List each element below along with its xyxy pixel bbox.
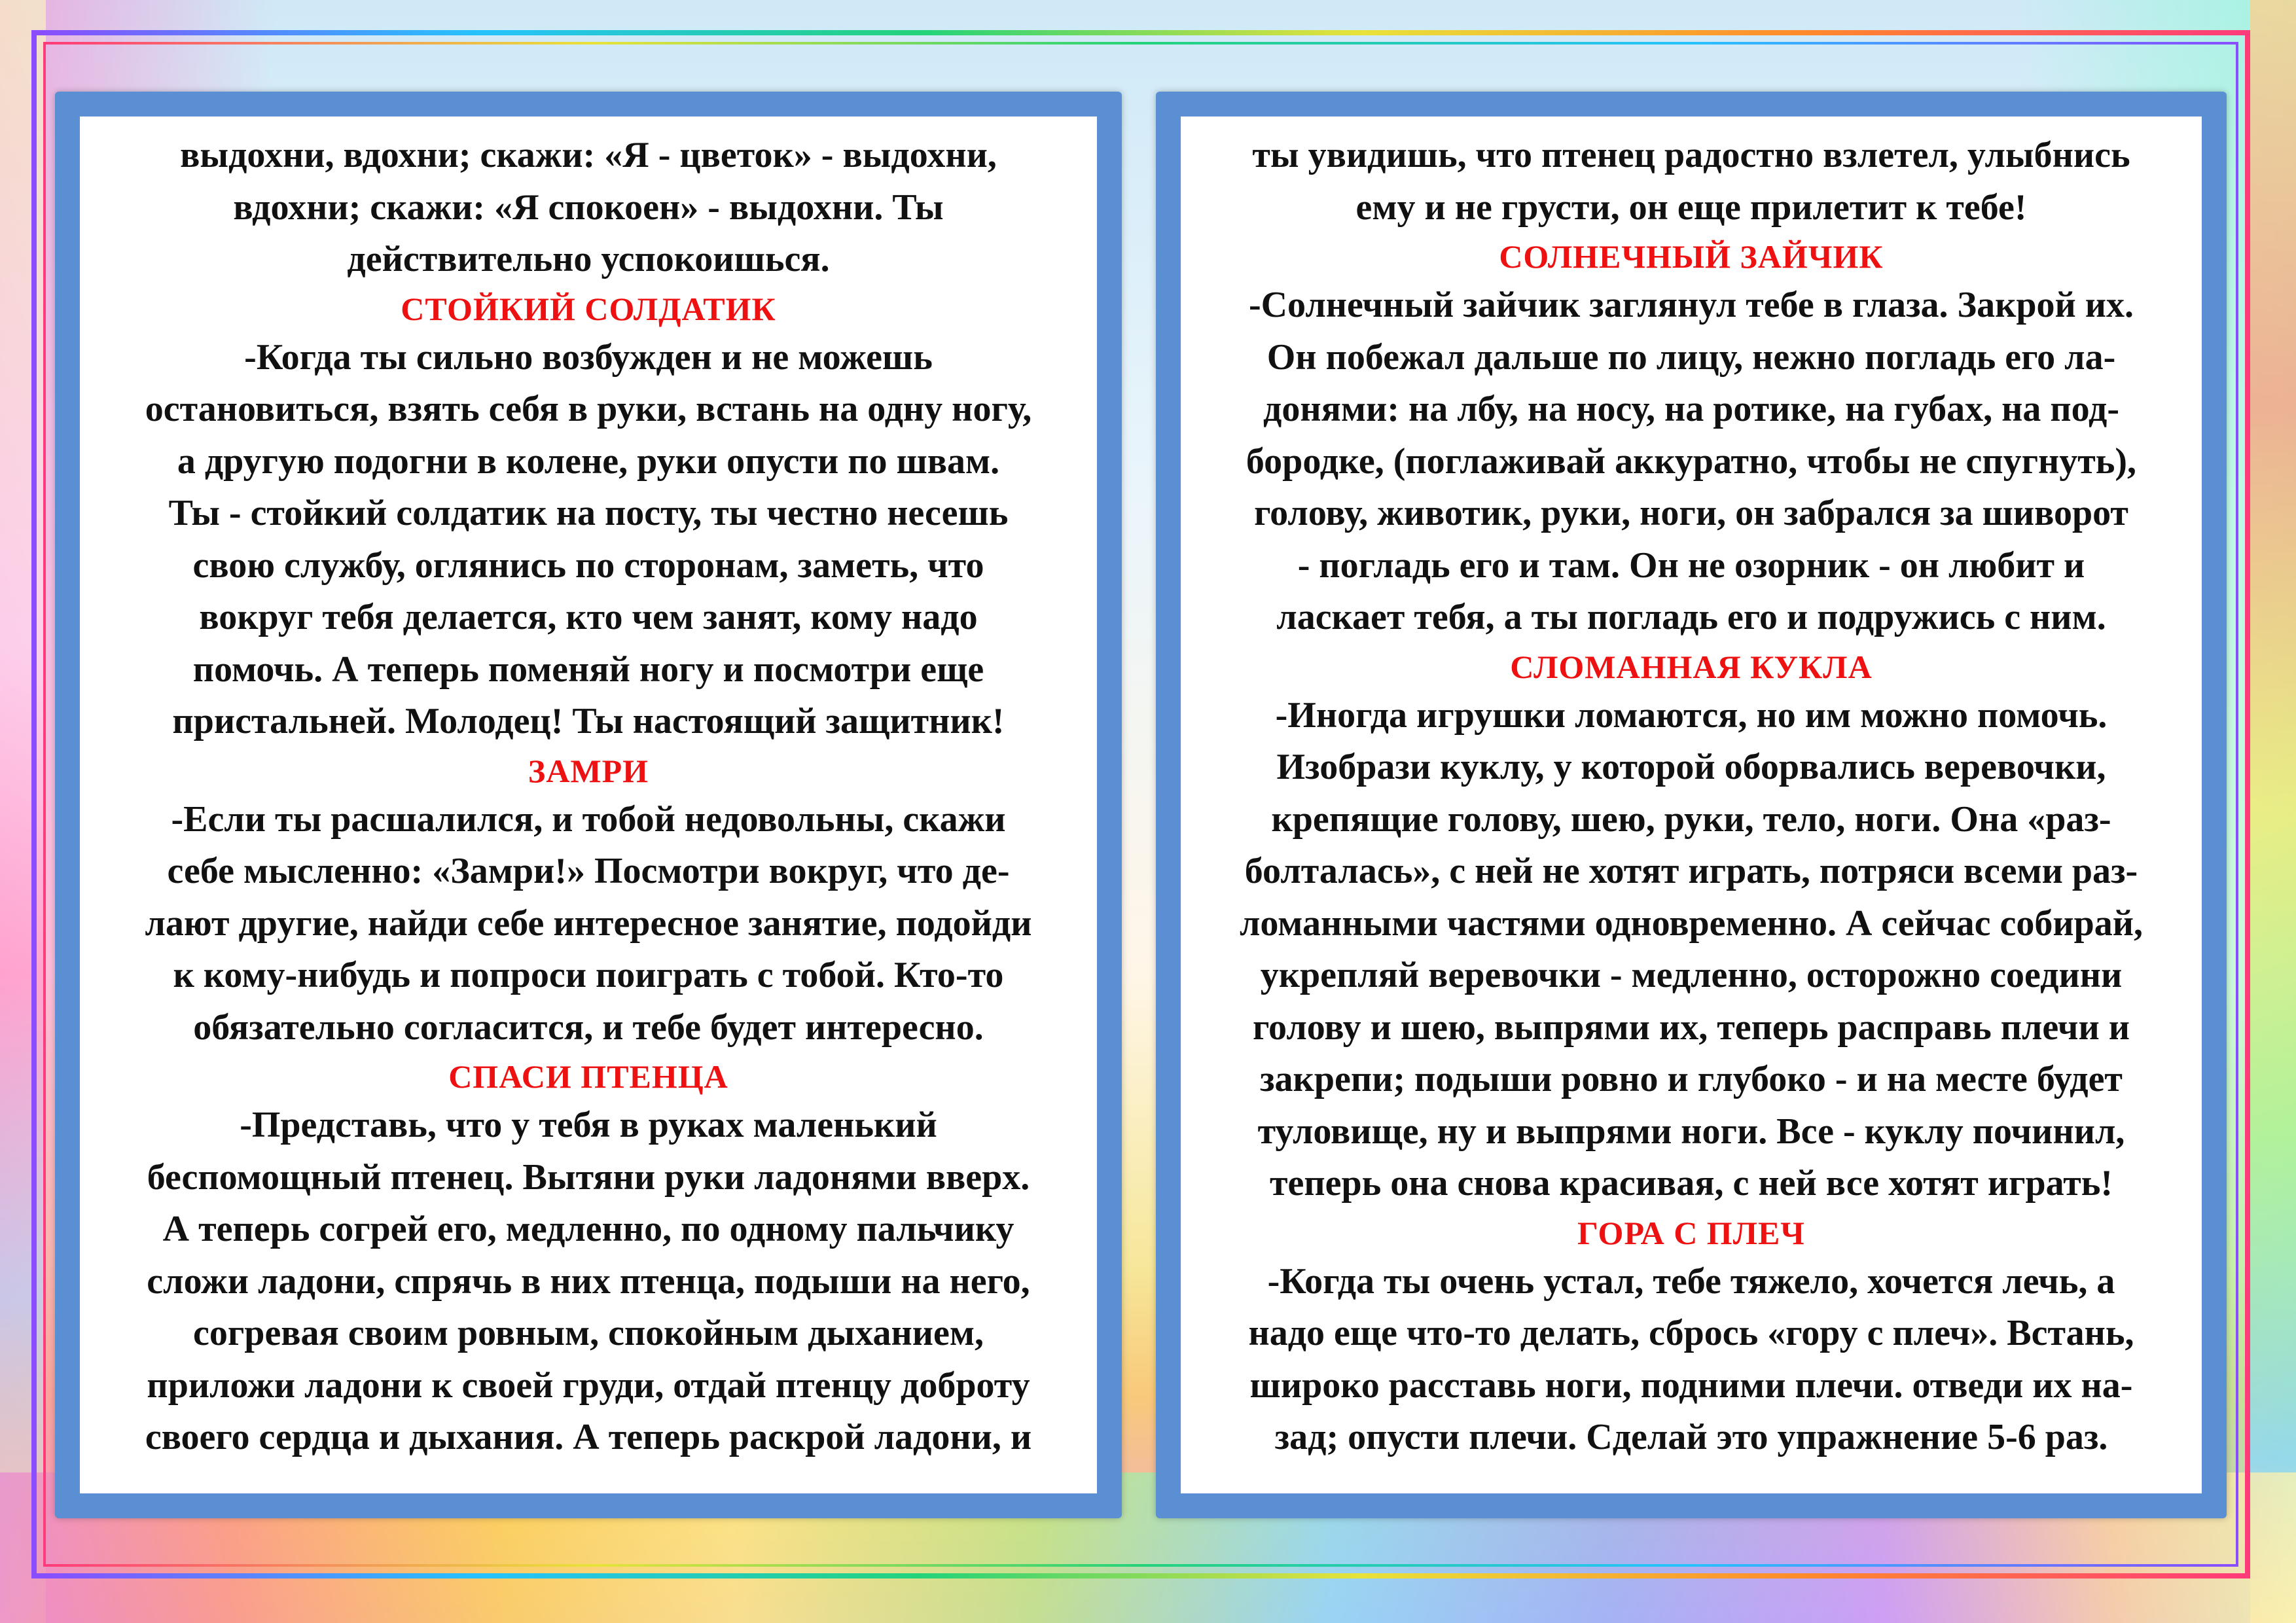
right-decor-band — [2250, 0, 2296, 1623]
text-line: свою службу, оглянись по сторонам, заметь, что — [192, 544, 984, 586]
text-line: обязательно согласится, и тебе будет интересно. — [193, 1007, 984, 1048]
text-line: надо еще что-то делать, сбрось «гору с плеч». Встань, — [1248, 1313, 2134, 1353]
left-panel — [55, 92, 1122, 1518]
section-heading: СТОЙКИЙ СОЛДАТИК — [401, 290, 776, 327]
text-line: Ты - стойкий солдатик на посту, ты честно несешь — [168, 493, 1009, 533]
text-paragraph — [97, 332, 1080, 748]
text-line: широко расставь ноги, подними плечи. отведи их на- — [1249, 1364, 2133, 1406]
text-paragraph — [1198, 690, 2185, 1210]
text-line: а другую подогни в колене, руки опусти по швам. — [177, 440, 1000, 482]
text-line: вдохни; скажи: «Я спокоен» - выдохни. Ты — [233, 187, 944, 228]
text-line: закрепи; подыши ровно и глубоко - и на месте будет — [1260, 1059, 2123, 1099]
text-line: ему и не грусти, он еще прилетит к тебе! — [1355, 187, 2027, 228]
text-line: -Солнечный зайчик заглянул тебе в глаза. Закрой их. — [1248, 285, 2134, 325]
text-line: зад; опусти плечи. Сделай это упражнение 5-6 раз. — [1274, 1417, 2108, 1457]
text-paragraph — [97, 794, 1080, 1054]
text-line: Он побежал дальше по лицу, нежно погладь его ла- — [1266, 336, 2116, 378]
text-line: А теперь согрей его, медленно, по одному пальчику — [162, 1209, 1014, 1249]
section-heading: СОЛНЕЧНЫЙ ЗАЙЧИК — [1499, 238, 1884, 275]
text-line: вокруг тебя делается, кто чем занят, кому надо — [199, 597, 978, 637]
text-line: выдохни, вдохни; скажи: «Я - цветок» - выдохни, — [180, 135, 997, 175]
text-line: болталась», с ней не хотят играть, потряси всеми раз- — [1244, 851, 2138, 891]
text-paragraph — [97, 130, 1080, 286]
text-line: помочь. А теперь поменяй ногу и посмотри еще — [192, 649, 984, 690]
text-line: бородке, (поглаживай аккуратно, чтобы не спугнуть), — [1246, 440, 2137, 482]
text-line: крепящие голову, шею, руки, тело, ноги. Она «раз- — [1271, 798, 2111, 840]
text-paragraph — [1198, 279, 2185, 644]
text-line: сложи ладони, спрячь в них птенца, подыши на него, — [147, 1260, 1030, 1302]
section-heading: СЛОМАННАЯ КУКЛА — [1510, 648, 1873, 685]
text-line: остановиться, взять себя в руки, встань на одну ногу, — [145, 389, 1032, 429]
text-line: своего сердца и дыхания. А теперь раскрой ладони, и — [145, 1417, 1032, 1457]
text-line: -Когда ты очень устал, тебе тяжело, хочется лечь, а — [1267, 1260, 2115, 1302]
text-line: ты увидишь, что птенец радостно взлетел, улыбнись — [1252, 135, 2130, 175]
text-line: действительно успокоишься. — [347, 239, 830, 279]
text-line: беспомощный птенец. Вытяни руки ладонями вверх. — [147, 1156, 1030, 1198]
section-heading: СПАСИ ПТЕНЦА — [448, 1058, 728, 1095]
section-heading: ГОРА С ПЛЕЧ — [1577, 1214, 1805, 1251]
text-line: голову, животик, руки, ноги, он забрался за шиворот — [1254, 493, 2128, 533]
text-line: ломанными частями одновременно. А сейчас собирай, — [1239, 902, 2144, 944]
text-line: к кому-нибудь и попроси поиграть с тобой. Кто-то — [173, 955, 1004, 995]
text-paragraph — [1198, 1256, 2185, 1464]
text-line: -Иногда игрушки ломаются, но им можно помочь. — [1275, 694, 2108, 736]
text-line: туловище, ну и выпрями ноги. Все - куклу починил, — [1257, 1111, 2125, 1152]
text-line: -Представь, что у тебя в руках маленький — [240, 1105, 937, 1145]
text-line: Изобрази куклу, у которой оборвались веревочки, — [1276, 747, 2106, 787]
text-line: пристальней. Молодец! Ты настоящий защитник! — [172, 701, 1005, 741]
right-text-area — [1181, 116, 2202, 1493]
text-line: -Когда ты сильно возбужден и не можешь — [244, 336, 933, 378]
text-line: себе мысленно: «Замри!» Посмотри вокруг, что де- — [167, 851, 1010, 891]
text-line: ласкает тебя, а ты погладь его и подружись с ним. — [1276, 597, 2106, 637]
text-line: голову и шею, выпрями их, теперь расправь плечи и — [1253, 1007, 2130, 1048]
text-paragraph — [1198, 130, 2185, 234]
text-line: укрепляй веревочки - медленно, осторожно соедини — [1260, 955, 2123, 995]
text-line: лают другие, найди себе интересное занятие, подойди — [145, 902, 1032, 944]
right-panel — [1156, 92, 2227, 1518]
text-line: согревая своим ровным, спокойным дыханием, — [193, 1313, 984, 1353]
left-text-area — [80, 116, 1097, 1493]
text-line: приложи ладони к своей груди, отдай птенцу доброту — [147, 1364, 1030, 1406]
text-line: теперь она снова красивая, с ней все хотят играть! — [1270, 1163, 2113, 1204]
section-heading: ЗАМРИ — [528, 752, 649, 789]
text-line: донями: на лбу, на носу, на ротике, на губах, на под- — [1263, 389, 2119, 429]
text-line: - погладь его и там. Он не озорник - он любит и — [1297, 544, 2085, 586]
text-line: -Если ты расшалился, и тобой недовольны, скажи — [171, 798, 1006, 840]
text-paragraph — [97, 1099, 1080, 1464]
